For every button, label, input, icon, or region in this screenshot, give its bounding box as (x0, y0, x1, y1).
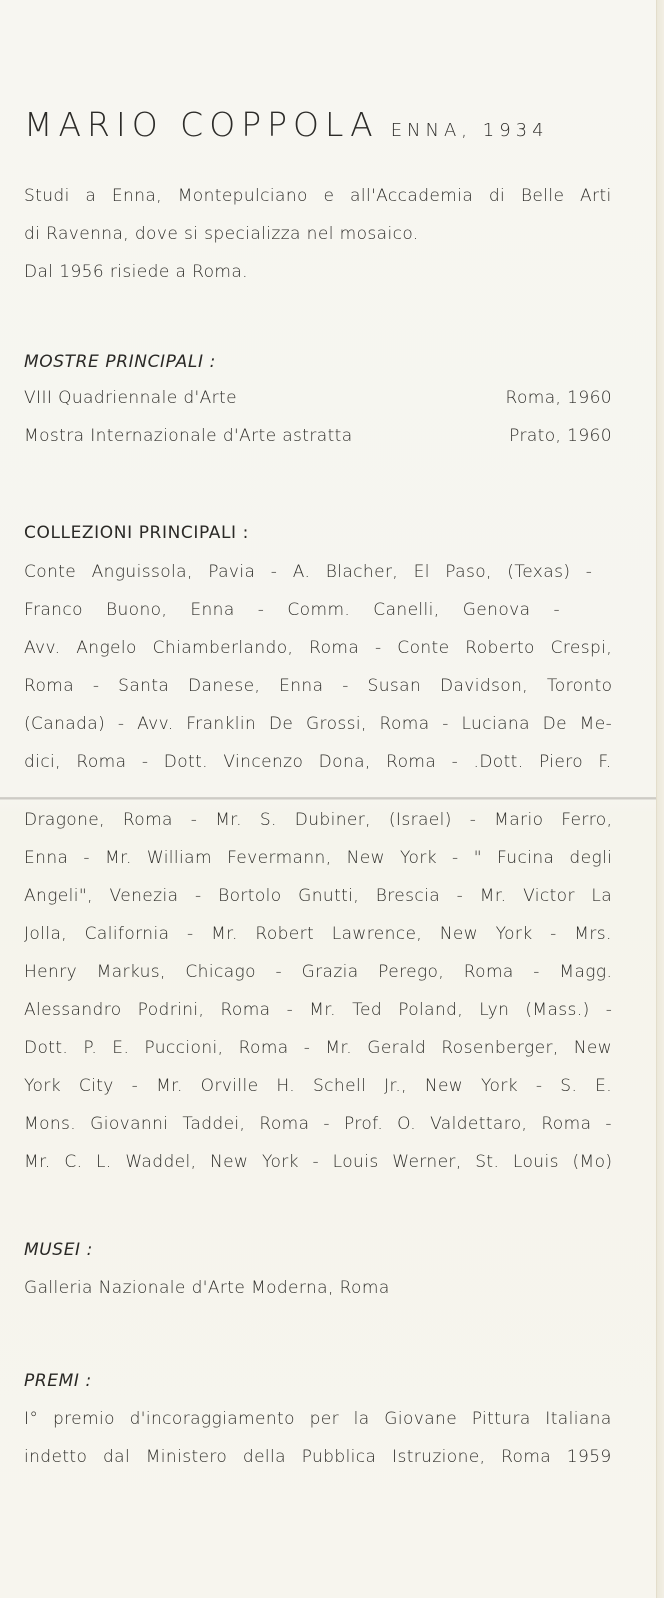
artist-birth: ENNA, 1934 (390, 120, 549, 141)
musei-heading: MUSEI : (24, 1240, 93, 1260)
collection-line: Mr. C. L. Waddel, New York - Louis Werner, St. Louis (Mo) (24, 1152, 613, 1172)
premi-line: I° premio d'incoraggiamento per la Giovane Pittura Italiana (24, 1409, 612, 1429)
musei-line: Galleria Nazionale d'Arte Moderna, Roma (24, 1278, 390, 1298)
collection-line: Conte Anguissola, Pavia - A. Blacher, El Paso, (Texas) - (24, 562, 593, 582)
artist-name: MARIO COPPOLA (24, 105, 379, 144)
collection-line: dici, Roma - Dott. Vincenzo Dona, Roma - .Dott. Piero F. (24, 752, 612, 772)
premi-line: indetto dal Ministero della Pubblica Istruzione, Roma 1959 (24, 1447, 612, 1467)
collection-line: Jolla, California - Mr. Robert Lawrence, New York - Mrs. (24, 924, 612, 944)
bio-line: Dal 1956 risiede a Roma. (24, 262, 248, 282)
artist-title (24, 105, 549, 144)
mostre-title: VIII Quadriennale d'Arte (24, 388, 237, 408)
bio-line: Studi a Enna, Montepulciano e all'Accademia di Belle Arti (24, 186, 612, 206)
mostre-title: Mostra Internazionale d'Arte astratta (24, 426, 353, 446)
collection-line: York City - Mr. Orville H. Schell Jr., New York - S. E. (24, 1076, 613, 1096)
collection-line: Avv. Angelo Chiamberlando, Roma - Conte Roberto Crespi, (24, 638, 613, 658)
collection-line: Angeli", Venezia - Bortolo Gnutti, Brescia - Mr. Victor La (24, 886, 613, 906)
collection-line: Dott. P. E. Puccioni, Roma - Mr. Gerald Rosenberger, New (24, 1038, 613, 1058)
paper-fold-line (0, 797, 656, 800)
bio-line: di Ravenna, dove si specializza nel mosaico. (24, 224, 419, 244)
collection-line: Dragone, Roma - Mr. S. Dubiner, (Israel) - Mario Ferro, (24, 810, 613, 830)
paper-edge (657, 0, 664, 1598)
collection-line: Mons. Giovanni Taddei, Roma - Prof. O. Valdettaro, Roma - (24, 1114, 612, 1134)
collection-line: (Canada) - Avv. Franklin De Grossi, Roma - Luciana De Me- (24, 714, 613, 734)
collection-line: Alessandro Podrini, Roma - Mr. Ted Poland, Lyn (Mass.) - (24, 1000, 613, 1020)
mostre-heading: MOSTRE PRINCIPALI : (24, 352, 216, 372)
collezioni-heading (24, 523, 249, 543)
mostre-place: Prato, 1960 (509, 426, 612, 446)
collection-line: Franco Buono, Enna - Comm. Canelli, Genova - (24, 600, 561, 620)
premi-heading: PREMI : (24, 1371, 92, 1391)
mostre-place: Roma, 1960 (505, 388, 612, 408)
collection-line: Enna - Mr. William Fevermann, New York - " Fucina degli (24, 848, 613, 868)
collection-line: Roma - Santa Danese, Enna - Susan Davidson, Toronto (24, 676, 613, 696)
collection-line: Henry Markus, Chicago - Grazia Perego, Roma - Magg. (24, 962, 613, 982)
collezioni-heading-text: COLLEZIONI PRINCIPALI : (24, 523, 249, 543)
